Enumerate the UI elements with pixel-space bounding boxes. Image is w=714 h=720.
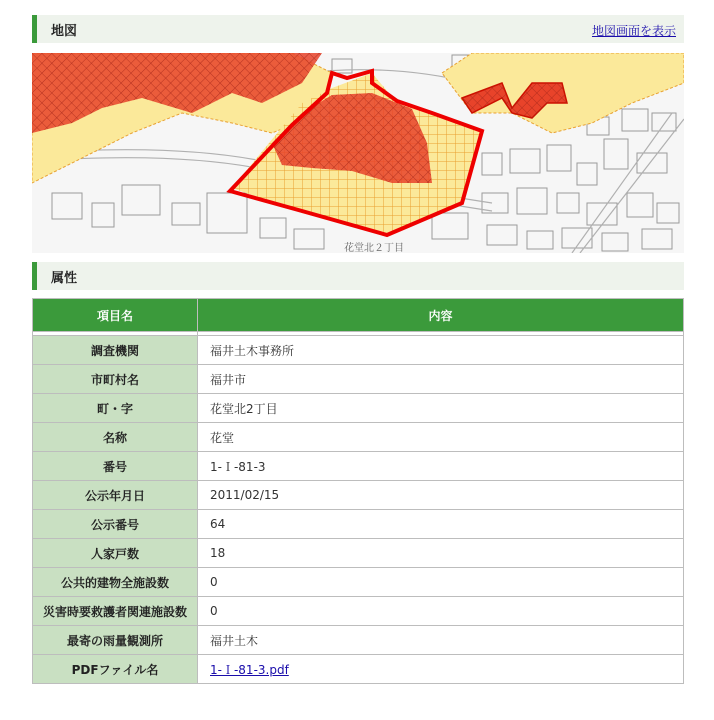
row-label: 公共的建物全施設数 <box>33 568 198 597</box>
table-row <box>33 539 684 568</box>
attr-section-header <box>32 262 684 290</box>
row-value: 0 <box>198 568 684 597</box>
row-label: 人家戸数 <box>33 539 198 568</box>
row-label: 最寄の雨量観測所 <box>33 626 198 655</box>
row-value: 1-Ｉ-81-3 <box>198 452 684 481</box>
table-row <box>33 452 684 481</box>
table-row <box>33 481 684 510</box>
row-value: 花堂北2丁目 <box>198 394 684 423</box>
row-label: 調査機関 <box>33 336 198 365</box>
row-value: 福井市 <box>198 365 684 394</box>
row-value: 福井土木事務所 <box>198 336 684 365</box>
attributes-table <box>32 298 684 684</box>
table-row <box>33 423 684 452</box>
column-header-content: 内容 <box>198 299 684 332</box>
row-label: 公示年月日 <box>33 481 198 510</box>
hazard-map[interactable] <box>32 53 684 253</box>
map-section-title: 地図 <box>51 24 78 39</box>
pdf-file-link[interactable]: 1-Ｉ-81-3.pdf <box>210 662 289 677</box>
row-value: 0 <box>198 597 684 626</box>
row-value: 2011/02/15 <box>198 481 684 510</box>
map-street-label: 花堂北２丁目 <box>344 243 404 253</box>
row-label: 市町村名 <box>33 365 198 394</box>
row-value: 花堂 <box>198 423 684 452</box>
row-label: 番号 <box>33 452 198 481</box>
row-label: PDFファイル名 <box>33 655 198 684</box>
table-row <box>33 626 684 655</box>
row-label: 災害時要救護者関連施設数 <box>33 597 198 626</box>
row-value: 福井土木 <box>198 626 684 655</box>
row-label: 公示番号 <box>33 510 198 539</box>
map-section-header <box>32 15 684 43</box>
row-value: 64 <box>198 510 684 539</box>
table-row <box>33 336 684 365</box>
table-row <box>33 365 684 394</box>
column-header-item: 項目名 <box>33 299 198 332</box>
row-label: 名称 <box>33 423 198 452</box>
show-map-link[interactable]: 地図画面を表示 <box>591 24 676 38</box>
table-row <box>33 510 684 539</box>
attr-section-title: 属性 <box>51 271 78 286</box>
table-row <box>33 655 684 684</box>
table-row <box>33 568 684 597</box>
table-row <box>33 394 684 423</box>
table-row <box>33 597 684 626</box>
row-label: 町・字 <box>33 394 198 423</box>
row-value: 18 <box>198 539 684 568</box>
